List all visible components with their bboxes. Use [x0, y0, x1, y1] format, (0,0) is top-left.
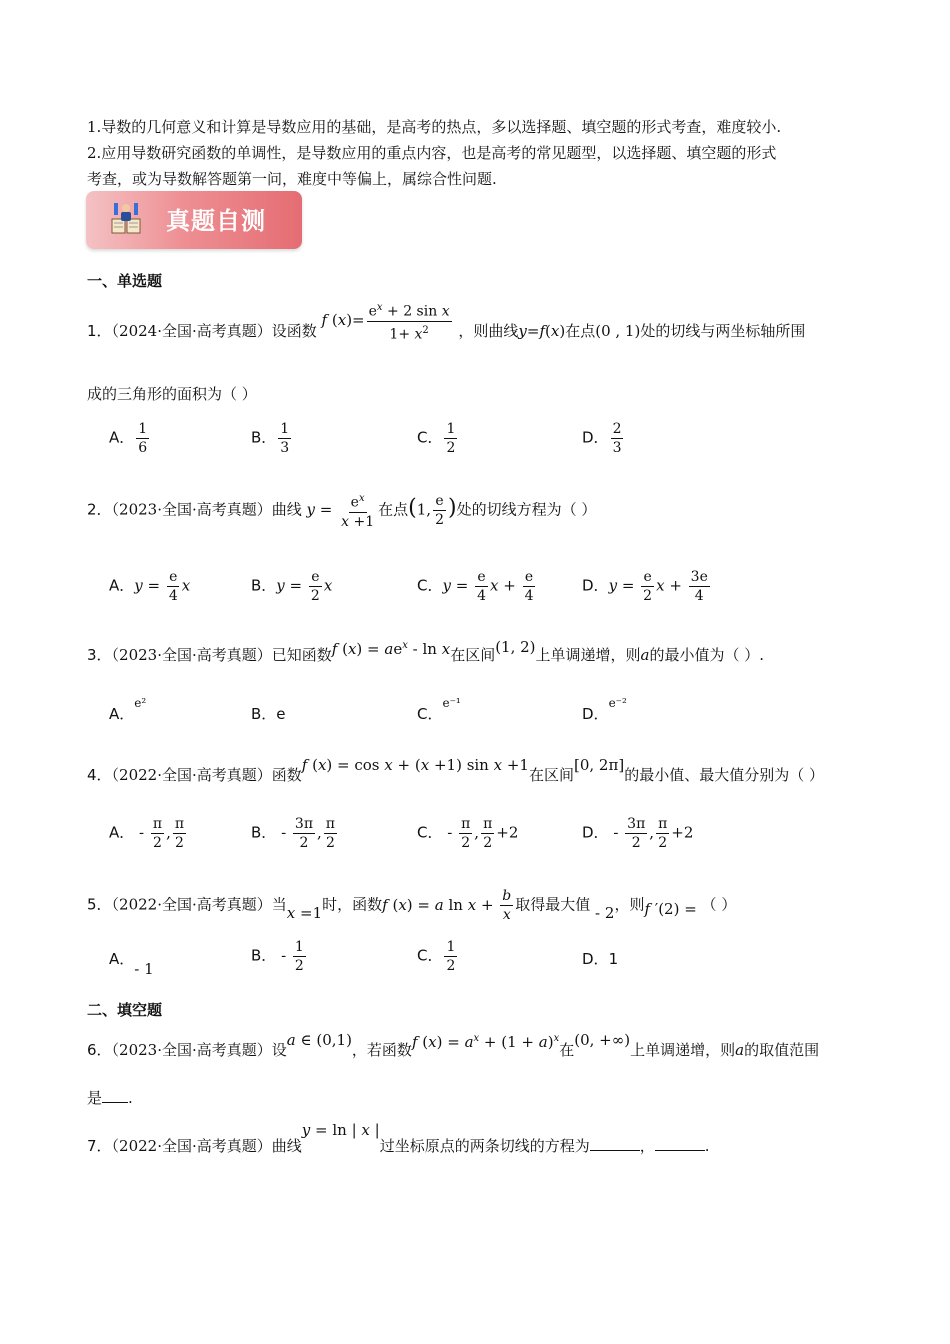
question-6-line-2: 是 .: [87, 1089, 133, 1107]
formula: x: [286, 903, 296, 922]
formula: a ∈ (0,1): [286, 1031, 352, 1049]
question-5: 5．（2022·全国·高考真题）当x =1时，函数f (x) = a ln x + $\frac{b}{x}$ 取得最大值 - 2，则f ′(2) = （ ）: [87, 888, 737, 923]
question-source: （2024·全国·高考真题）设函数: [111, 322, 317, 340]
option-d[interactable]: D．y = $\frac{e}{2}$ x + $\frac{3e}{4}$: [582, 569, 708, 604]
option-c[interactable]: C．$^{e^{-1}}$: [417, 696, 461, 723]
formula: - 2: [590, 903, 615, 922]
question-1: 1．（2024·全国·高考真题）设函数 f (x)= $\frac{e^x + 2 \sin x}{1+ x^2}$ ，则曲线y=f(x)在点(0 , 1)处的切线与两坐标轴所围: [87, 320, 805, 343]
formula: y: [518, 322, 527, 340]
formula: f (x) = a ln x + $\frac{b}{x}$: [382, 888, 512, 923]
answer-blank[interactable]: [102, 1088, 128, 1103]
option-a[interactable]: A． - $\frac{\pi}{2}$ , $\frac{\pi}{2}$: [109, 816, 185, 851]
section-banner: [86, 191, 302, 249]
formula: (1, 2): [495, 638, 536, 656]
option-d[interactable]: D．$^{e^{-2}}$: [582, 696, 627, 723]
option-a[interactable]: A．y = $\frac{e}{4}$ x: [109, 569, 191, 604]
question-2: 2．（2023·全国·高考真题）曲线 y = $\frac{e^x}{x +1}$ 在点(1, $\frac{e}{2}$ )处的切线方程为（ ）: [87, 490, 596, 531]
option-b[interactable]: B． - $\frac{3\pi}{2}$ , $\frac{\pi}{2}$: [251, 816, 335, 851]
formula: f $(x) = ae^x - \ln x$: [331, 640, 451, 658]
option-c[interactable]: C． $\frac{1}{2}$: [417, 421, 456, 456]
option-a[interactable]: A．$^{e^2}$: [109, 696, 147, 723]
option-a[interactable]: A．- 1: [109, 950, 154, 978]
formula: [0, 2π]: [574, 756, 625, 774]
banner-title: 真题自测: [166, 207, 266, 235]
option-c[interactable]: C．y = $\frac{e}{4}$ x + $\frac{e}{4}$: [417, 569, 534, 604]
question-3: 3．（2023·全国·高考真题）已知函数f $(x) = ae^x - \ln x$在区间(1, 2)上单调递增，则a的最小值为（ ）.: [87, 638, 765, 664]
option-d[interactable]: D． $\frac{2}{3}$: [582, 421, 622, 456]
formula: (0 , 1): [595, 322, 641, 340]
formula: (: [408, 495, 417, 521]
formula: y = $\frac{e^x}{x +1}$: [307, 490, 379, 531]
intro-text: [87, 114, 867, 192]
intro-line-1: 1.导数的几何意义和计算是导数应用的基础，是高考的热点，多以选择题、填空题的形式考查，难度较小.: [87, 118, 782, 136]
option-d[interactable]: D． - $\frac{3\pi}{2}$ , $\frac{\pi}{2}$ +2: [582, 816, 694, 851]
option-c[interactable]: C． $\frac{1}{2}$: [417, 939, 456, 974]
formula: f (x) = cos x + (x +1) sin x +1: [301, 756, 529, 774]
formula: f (x)= $\frac{e^x + 2 \sin x}{1+ x^2}$: [322, 299, 454, 343]
question-1-line-2: 成的三角形的面积为（ ）: [87, 385, 257, 403]
question-number: 1．: [87, 322, 112, 340]
option-b[interactable]: B．e: [251, 705, 286, 723]
option-b[interactable]: B． - $\frac{1}{2}$: [251, 939, 304, 974]
formula: (0, +∞): [574, 1031, 631, 1049]
option-c[interactable]: C． - $\frac{\pi}{2}$ , $\frac{\pi}{2}$ +2: [417, 816, 519, 851]
formula: f: [644, 899, 651, 918]
formula: y = ln | x |: [301, 1121, 380, 1139]
intro-line-2: 2.应用导数研究函数的单调性，是导数应用的重点内容，也是高考的常见题型，以选择题、填空题的形式: [87, 144, 777, 162]
option-b[interactable]: B．y = $\frac{e}{2}$ x: [251, 569, 333, 604]
answer-blank-1[interactable]: [590, 1136, 640, 1151]
question-4: 4．（2022·全国·高考真题）函数f (x) = cos x + (x +1) sin x +1在区间[0, 2π]的最小值、最大值分别为（ ）: [87, 756, 824, 784]
option-b[interactable]: B． $\frac{1}{3}$: [251, 421, 290, 456]
section-title-single-choice: 一、单选题: [87, 272, 163, 290]
book-figure-icon: [106, 199, 146, 239]
intro-line-3: 考查，或为导数解答题第一问，难度中等偏上，属综合性问题.: [87, 170, 497, 188]
option-a[interactable]: A． $\frac{1}{6}$: [109, 421, 148, 456]
question-7: 7．（2022·全国·高考真题）曲线y = ln | x |过坐标原点的两条切线的方程为 ， .: [87, 1121, 710, 1155]
question-6: 6．（2023·全国·高考真题）设a ∈ (0,1)，若函数f $(x) = a^x + (1 + a)^x$在(0, +∞)上单调递增，则a的取值范围: [87, 1031, 820, 1059]
section-title-fill-blank: 二、填空题: [87, 1001, 163, 1019]
answer-blank-2[interactable]: [655, 1136, 705, 1151]
formula: f $(x) = a^x + (1 + a)^x$: [411, 1033, 560, 1051]
option-d[interactable]: D．1: [582, 950, 619, 968]
